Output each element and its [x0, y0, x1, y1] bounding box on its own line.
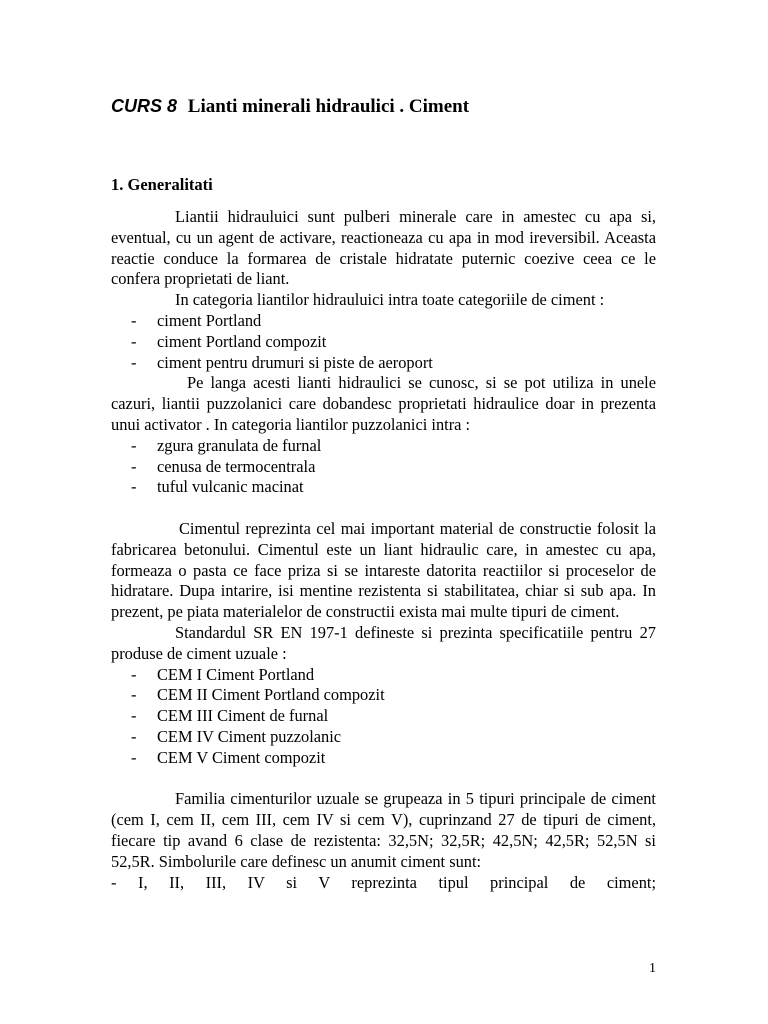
list-item: - CEM II Ciment Portland compozit — [131, 685, 656, 706]
cem-type-list — [111, 665, 656, 769]
cement-category-list — [111, 311, 656, 373]
paragraph-last-line: - I, II, III, IV si V reprezinta tipul principal de ciment; — [111, 872, 656, 892]
section-heading: 1. Generalitati — [111, 175, 213, 194]
list-item: - tuful vulcanic macinat — [131, 477, 656, 498]
list-item: - cenusa de termocentrala — [131, 457, 656, 478]
list-item: - ciment Portland — [131, 311, 656, 332]
list-item: - CEM V Ciment compozit — [131, 748, 656, 769]
list-item: - CEM III Ciment de furnal — [131, 706, 656, 727]
list-item: - ciment pentru drumuri si piste de aeroport — [131, 353, 656, 374]
paragraph: Liantii hidrauluici sunt pulberi minerale care in amestec cu apa si, eventual, cu un agent de activare, reactioneaza cu apa in mod ireversibil. Aceasta reactie conduce la formarea de cristale hidratate puternic coezive ceea ce le confera proprietati de liant. — [111, 207, 656, 289]
paragraph: Pe langa acesti lianti hidraulici se cunosc, si se pot utiliza in unele cazuri, liantii puzzolanici care dobandesc proprietati hidraulice doar in prezenta unui activator . In categoria liantilor puzzolanici intra : — [111, 373, 656, 434]
course-number: CURS 8 — [111, 96, 178, 116]
paragraph: Standardul SR EN 197-1 defineste si prezinta specificatiile pentru 27 produse de ciment uzuale : — [111, 622, 656, 663]
puzzolanic-list — [111, 436, 656, 498]
list-item: - CEM I Ciment Portland — [131, 665, 656, 686]
spacer — [111, 498, 656, 519]
paragraph: In categoria liantilor hidrauluici intra toate categoriile de ciment : — [175, 290, 605, 310]
paragraph: Familia cimenturilor uzuale se grupeaza in 5 tipuri principale de ciment (cem I, cem II, cem III, cem IV si cem V), cuprinzand 27 de tipuri de ciment, fiecare tip avand 6 clase de rezistenta: 32,5N; 32,5R; 42,5N; 42,5R; 52,5N si 52,5R. Simbolurile care definesc un anumit ciment sunt: — [111, 789, 656, 871]
page-number: 1 — [649, 961, 656, 976]
list-item: - ciment Portland compozit — [131, 332, 656, 353]
document-body — [111, 207, 656, 893]
paragraph: Cimentul reprezinta cel mai important material de constructie folosit la fabricarea betonului. Cimentul este un liant hidraulic care, in amestec cu apa, formeaza o pasta ce face priza si se intareste datorita reactiilor si proceselor de hidratare. Dupa intarire, isi mentine rezistenta si stabilitatea, chiar si sub apa. In prezent, pe piata materialelor de constructii exista mai multe tipuri de ciment. — [111, 518, 656, 622]
list-item: - CEM IV Ciment puzzolanic — [131, 727, 656, 748]
spacer — [111, 769, 656, 790]
course-title: Lianti minerali hidraulici . Ciment — [187, 96, 470, 117]
document-title — [111, 96, 469, 118]
list-item: - zgura granulata de furnal — [131, 436, 656, 457]
